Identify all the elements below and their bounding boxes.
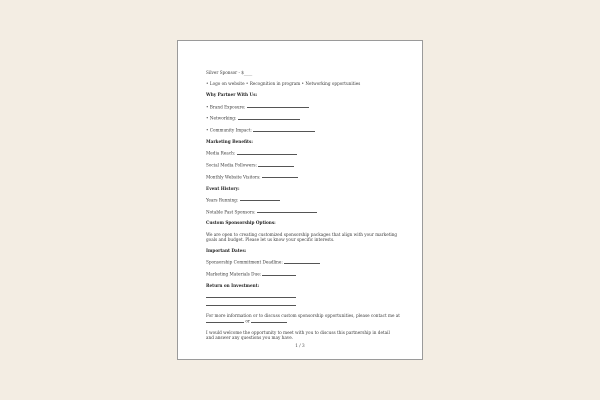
commitment-deadline-field xyxy=(206,259,402,265)
blank-line xyxy=(253,127,315,132)
blank-line xyxy=(258,162,294,167)
networking-field xyxy=(206,115,402,121)
field-label: Notable Past Sponsors: xyxy=(206,209,256,215)
field-label: Marketing Materials Due: xyxy=(206,271,262,277)
document-content xyxy=(206,70,402,346)
silver-sponsor-line: Silver Sponsor - $____ xyxy=(206,70,253,75)
blank-line xyxy=(257,209,317,214)
blank-line xyxy=(237,150,297,155)
field-label: Sponsorship Commitment Deadline: xyxy=(206,259,283,265)
field-label: Years Running: xyxy=(206,197,239,203)
marketing-heading: Marketing Benefits: xyxy=(206,139,253,144)
materials-due-field xyxy=(206,271,402,277)
field-label: Monthly Website Visitors: xyxy=(206,174,261,180)
media-reach-field xyxy=(206,150,402,156)
past-sponsors-field xyxy=(206,209,402,215)
history-heading: Event History: xyxy=(206,185,240,191)
document-page xyxy=(177,40,423,360)
important-dates-heading: Important Dates: xyxy=(206,248,247,253)
years-running-field xyxy=(206,197,402,203)
website-visitors-field xyxy=(206,174,402,180)
blank-line xyxy=(247,104,309,109)
roi-heading: Return on Investment: xyxy=(206,282,260,288)
community-impact-field xyxy=(206,127,402,133)
custom-options-heading: Custom Sponsorship Options: xyxy=(206,220,276,226)
blank-line xyxy=(238,115,300,120)
brand-exposure-field xyxy=(206,104,402,110)
blank-line xyxy=(251,318,287,323)
blank-line xyxy=(262,271,296,276)
blank-line xyxy=(284,259,320,264)
contact-or: or xyxy=(245,318,250,324)
field-label: • Community Impact: xyxy=(206,127,252,133)
blank-line xyxy=(206,318,244,323)
blank-line xyxy=(262,174,298,179)
field-label: Media Reach: xyxy=(206,150,236,156)
field-label: • Brand Exposure: xyxy=(206,104,246,110)
roi-blank-line-1 xyxy=(206,294,296,298)
field-label: • Networking: xyxy=(206,116,237,121)
custom-options-paragraph: We are open to creating customized sponsorship packages that align with your marketing goals and budget. Please let us know your specific interests. xyxy=(206,231,398,242)
contact-text: For more information or to discuss custom sponsorship opportunities, please contact me at xyxy=(206,313,400,318)
closing-paragraph: I would welcome the opportunity to meet with you to discuss this partnership in detail and answer any questions you may have. xyxy=(206,330,390,341)
contact-paragraph xyxy=(206,313,400,324)
field-label: Social Media Followers: xyxy=(206,162,257,168)
silver-benefits-line: • Logo on website • Recognition in program • Networking opportunities xyxy=(206,81,361,87)
social-followers-field xyxy=(206,162,402,168)
roi-blank-line-2 xyxy=(206,302,296,306)
why-partner-heading: Why Partner With Us: xyxy=(206,92,258,98)
page-number: 1 / 3 xyxy=(295,343,305,348)
blank-line xyxy=(240,197,280,202)
